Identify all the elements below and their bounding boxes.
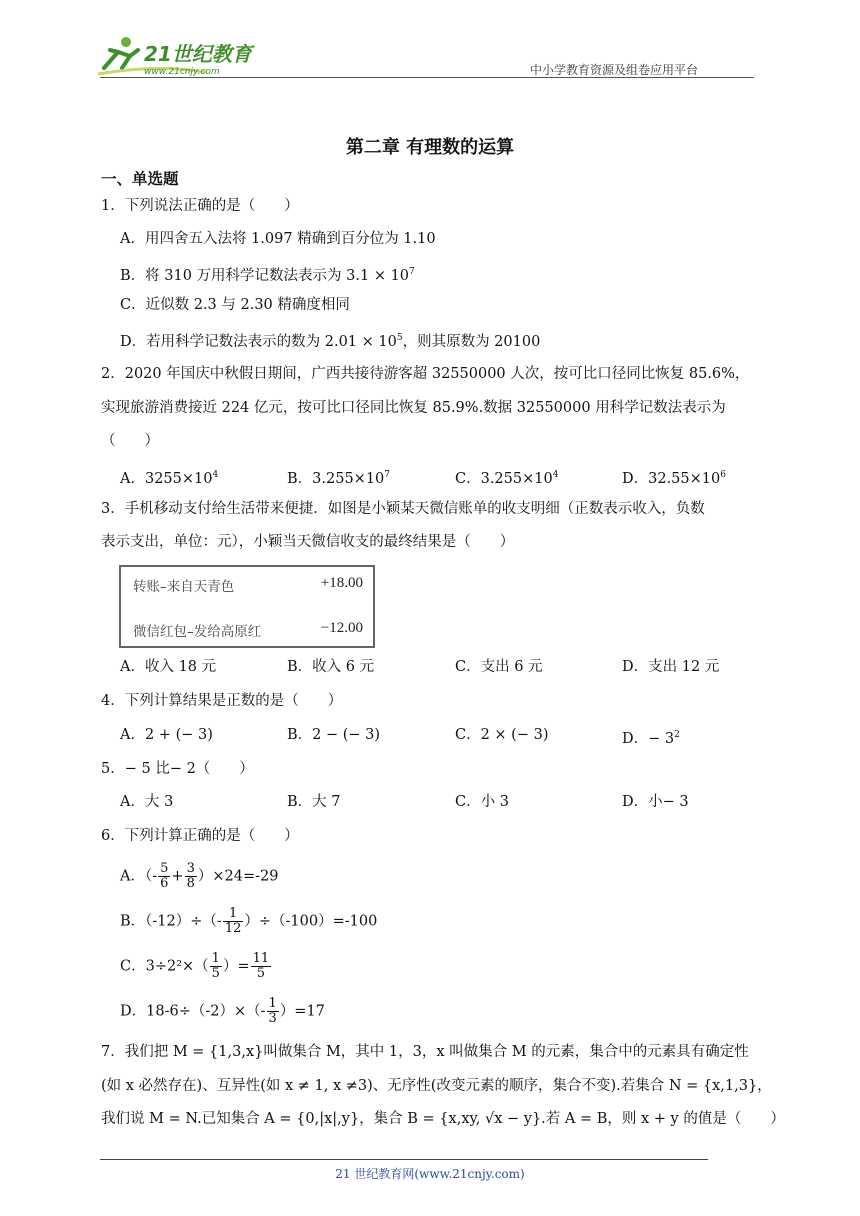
q6-stem: 6．下列计算正确的是（ ） [101,828,299,844]
q4-option-d: D．− $3^2$ [622,730,680,747]
q5-option-b: B．大 7 [287,794,341,810]
q2-option-c: C．$3.255\times 10^4$ [455,470,559,487]
q3-option-a: A．收入 18 元 [120,659,217,675]
q5-option-d: D．小− 3 [622,794,689,810]
q1-option-c: C．近似数 2.3 与 2.30 精确度相同 [120,297,350,313]
site-logo [96,34,271,78]
q1-stem: 1．下列说法正确的是（ ） [101,198,299,214]
q2-stem-line2: 实现旅游消费接近 224 亿元，按可比口径同比恢复 85.9%.数据 32550000 用科学记数法表示为 [101,400,726,416]
footer-divider [100,1159,708,1160]
q2-stem-line1: 2．2020 年国庆中秋假日期间，广西共接待游客超 32550000 人次，按可比口径同比恢复 85.6%， [101,366,750,382]
platform-name: 中小学教育资源及组卷应用平台 [530,63,699,77]
q2-option-b: B．$3.255\times 10^7$ [287,470,391,487]
q3-option-d: D．支出 12 元 [622,659,720,675]
q4-option-c: C．2 × (− 3) [455,727,549,743]
section-heading: 一、单选题 [101,170,179,188]
wechat-bill-figure [119,565,375,648]
q3-stem-line1: 3．手机移动支付给生活带来便捷．如图是小颖某天微信账单的收支明细（正数表示收入，负数 [101,501,705,517]
bill-row-1: 转账–来自天青色 +18.00 [133,575,363,595]
q5-stem: 5．− 5 比− 2（ ） [101,761,254,777]
q4-stem: 4．下列计算结果是正数的是（ ） [101,693,343,709]
q4-option-b: B．2 − (− 3) [287,727,381,743]
footer-text: 21 世纪教育网(www.21cnjy.com) [335,1167,525,1181]
q3-stem-line2: 表示支出，单位：元），小颖当天微信收支的最终结果是（ ） [101,534,515,550]
q3-option-c: C．支出 6 元 [455,659,543,675]
q1-option-b: B．将 310 万用科学记数法表示为 $3.1 \times 10^7$ [120,267,415,284]
svg-text:www.21cnjy.com: www.21cnjy.com [144,67,220,77]
q5-option-c: C．小 3 [455,794,509,810]
page-title: 第二章 有理数的运算 [345,137,515,158]
q7-stem-line1: 7．我们把 M = {1,3,x}叫做集合 M，其中 1，3，x 叫做集合 M 的元素，集合中的元素具有确定性 [101,1044,749,1060]
q5-option-a: A．大 3 [120,794,174,810]
q7-stem-line2: (如 x 必然存在)、互异性(如 x ≠ 1, x ≠3)、无序性(改变元素的顺序，集合不变).若集合 N = {x,1,3}， [101,1078,772,1094]
q7-stem-line3: 我们说 M = N.已知集合 A = {0,|x|,y}，集合 B = {x,xy, √x − y}.若 A = B，则 x + y 的值是（ ） [101,1111,785,1127]
q6-option-d: D．18-6÷（-2）×（- $\frac{1}{3}$ ）=17 [120,996,325,1026]
q2-stem-line3: （ ） [101,433,159,449]
header-divider [100,77,754,78]
q2-option-d: D．$32.55\times 10^6$ [622,470,726,487]
q4-option-a: A．2 + (− 3) [120,727,213,743]
q6-option-c: C．3÷2²×（ $\frac{1}{5}$ ）= $\frac{11}{5}$ [120,951,270,981]
q2-option-a: A．$3255\times 10^4$ [120,470,219,487]
svg-text:21世纪教育: 21世纪教育 [144,42,252,66]
q1-option-d: D．若用科学记数法表示的数为 $2.01 \times 10^5$，则其原数为 20100 [120,333,541,350]
bill-row-2: 微信红包–发给高原红 −12.00 [133,620,363,640]
q6-option-a: A．（- $\frac{5}{6}$ + $\frac{3}{8}$ ）×24=-29 [120,861,279,891]
q6-option-b: B．（-12）÷（- $\frac{1}{12}$ ）÷（-100）=-100 [120,906,378,936]
q1-option-a: A．用四舍五入法将 1.097 精确到百分位为 1.10 [120,231,436,247]
q3-option-b: B．收入 6 元 [287,659,375,675]
